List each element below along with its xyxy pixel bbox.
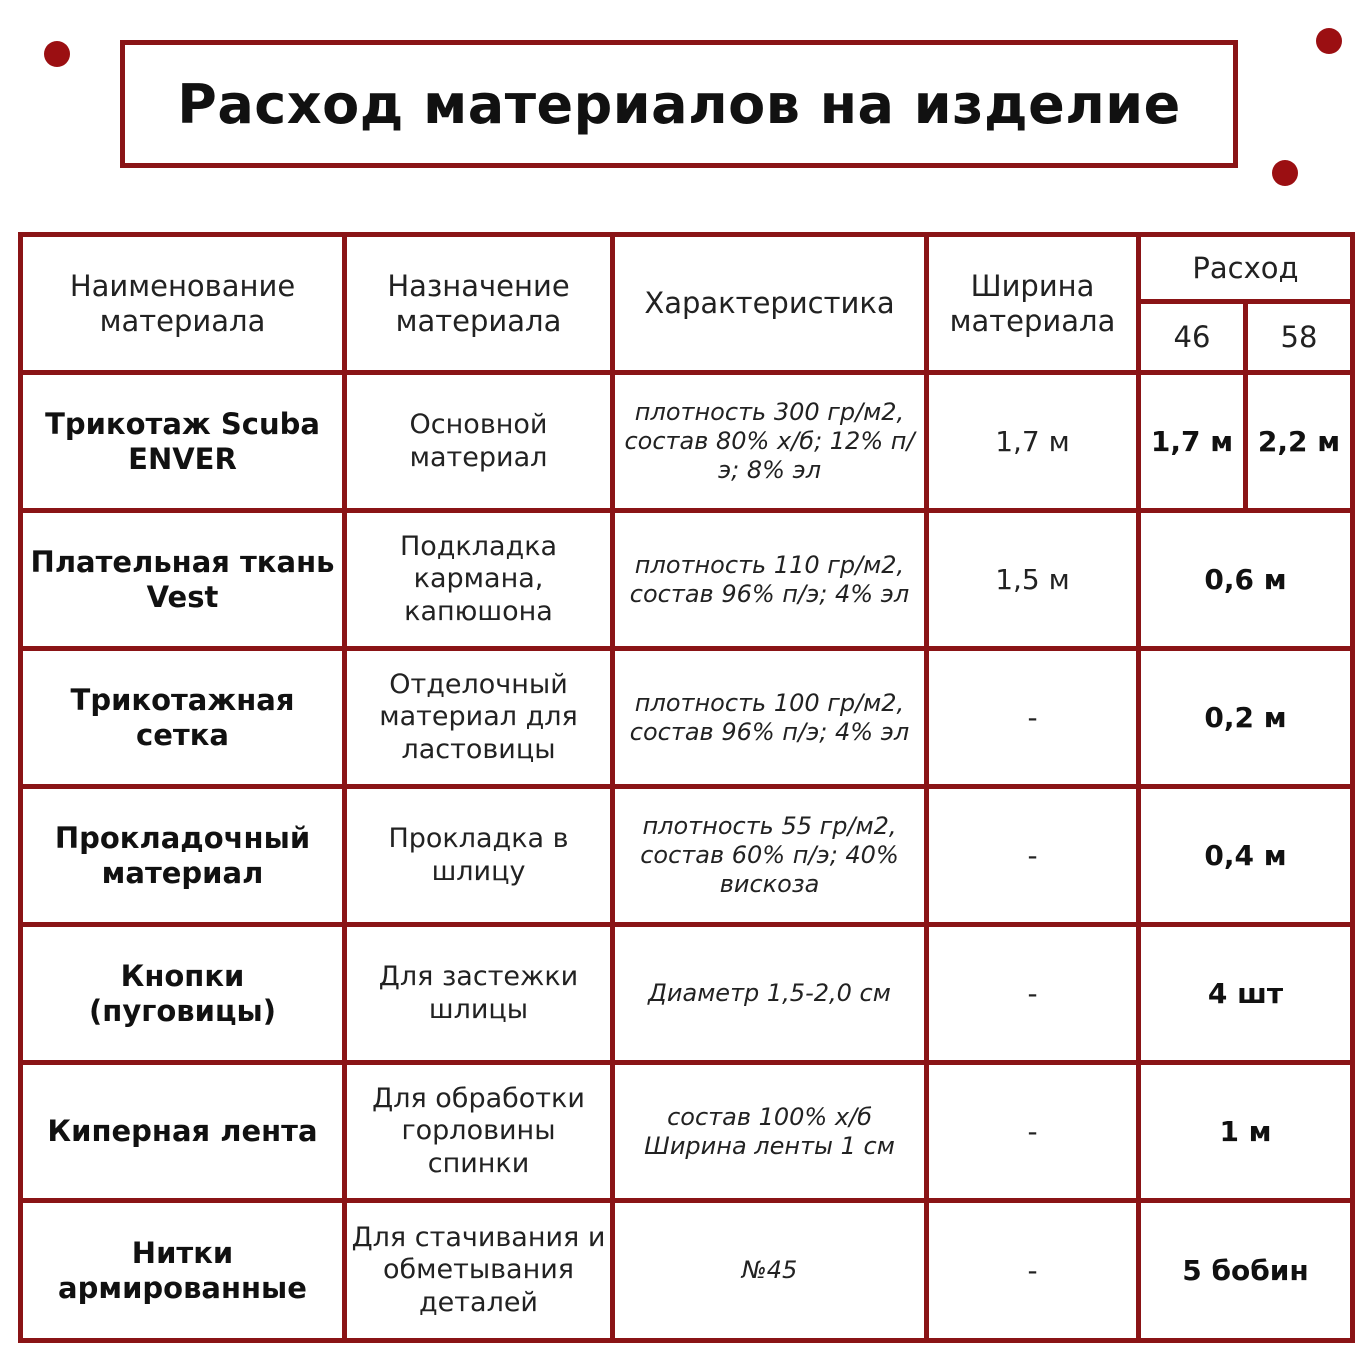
material-spec: плотность 100 гр/м2, состав 96% п/э; 4% эл — [613, 649, 927, 787]
table-row — [21, 511, 1353, 649]
material-purpose: Для обработки горловины спинки — [345, 1063, 613, 1201]
page-title: Расход материалов на изделие — [177, 72, 1181, 136]
material-width: - — [927, 1063, 1139, 1201]
header-spec: Характеристика — [613, 235, 927, 373]
material-purpose: Подкладка кармана, капюшона — [345, 511, 613, 649]
material-width: 1,7 м — [927, 373, 1139, 511]
header-size-46: 46 — [1139, 302, 1246, 373]
material-name: Кнопки (пуговицы) — [21, 925, 345, 1063]
materials-table — [18, 232, 1355, 1343]
consumption-value: 0,2 м — [1139, 649, 1353, 787]
material-width: - — [927, 649, 1139, 787]
table-row — [21, 787, 1353, 925]
decor-dot-top-right — [1316, 28, 1342, 54]
material-name: Нитки армированные — [21, 1201, 345, 1341]
consumption-size-46: 1,7 м — [1139, 373, 1246, 511]
table-row — [21, 1201, 1353, 1341]
material-name: Трикотажная сетка — [21, 649, 345, 787]
material-spec: плотность 55 гр/м2, состав 60% п/э; 40% вискоза — [613, 787, 927, 925]
material-width: - — [927, 1201, 1139, 1341]
material-width: - — [927, 787, 1139, 925]
header-width: Ширина материала — [927, 235, 1139, 373]
material-spec: плотность 110 гр/м2, состав 96% п/э; 4% эл — [613, 511, 927, 649]
material-name: Киперная лента — [21, 1063, 345, 1201]
material-spec: №45 — [613, 1201, 927, 1341]
consumption-value: 0,4 м — [1139, 787, 1353, 925]
material-purpose: Для застежки шлицы — [345, 925, 613, 1063]
decor-dot-top-left — [44, 41, 70, 67]
decor-dot-right — [1272, 160, 1298, 186]
material-name: Плательная ткань Vest — [21, 511, 345, 649]
consumption-value: 5 бобин — [1139, 1201, 1353, 1341]
material-width: 1,5 м — [927, 511, 1139, 649]
material-name: Трикотаж Scuba ENVER — [21, 373, 345, 511]
table-row — [21, 1063, 1353, 1201]
material-spec: Диаметр 1,5-2,0 см — [613, 925, 927, 1063]
header-name: Наименование материала — [21, 235, 345, 373]
material-purpose: Прокладка в шлицу — [345, 787, 613, 925]
material-spec: плотность 300 гр/м2, состав 80% х/б; 12% п/э; 8% эл — [613, 373, 927, 511]
consumption-size-58: 2,2 м — [1246, 373, 1353, 511]
material-purpose: Отделочный материал для ластовицы — [345, 649, 613, 787]
table-row — [21, 925, 1353, 1063]
material-purpose: Основной материал — [345, 373, 613, 511]
material-spec: состав 100% х/б Ширина ленты 1 см — [613, 1063, 927, 1201]
table-row — [21, 373, 1353, 511]
material-purpose: Для стачивания и обметывания деталей — [345, 1201, 613, 1341]
material-name: Прокладочный материал — [21, 787, 345, 925]
header-purpose: Назначение материала — [345, 235, 613, 373]
consumption-value: 1 м — [1139, 1063, 1353, 1201]
consumption-value: 4 шт — [1139, 925, 1353, 1063]
consumption-value: 0,6 м — [1139, 511, 1353, 649]
title-box — [120, 40, 1238, 168]
material-width: - — [927, 925, 1139, 1063]
table-row — [21, 649, 1353, 787]
header-size-58: 58 — [1246, 302, 1353, 373]
header-consumption: Расход — [1139, 235, 1353, 302]
